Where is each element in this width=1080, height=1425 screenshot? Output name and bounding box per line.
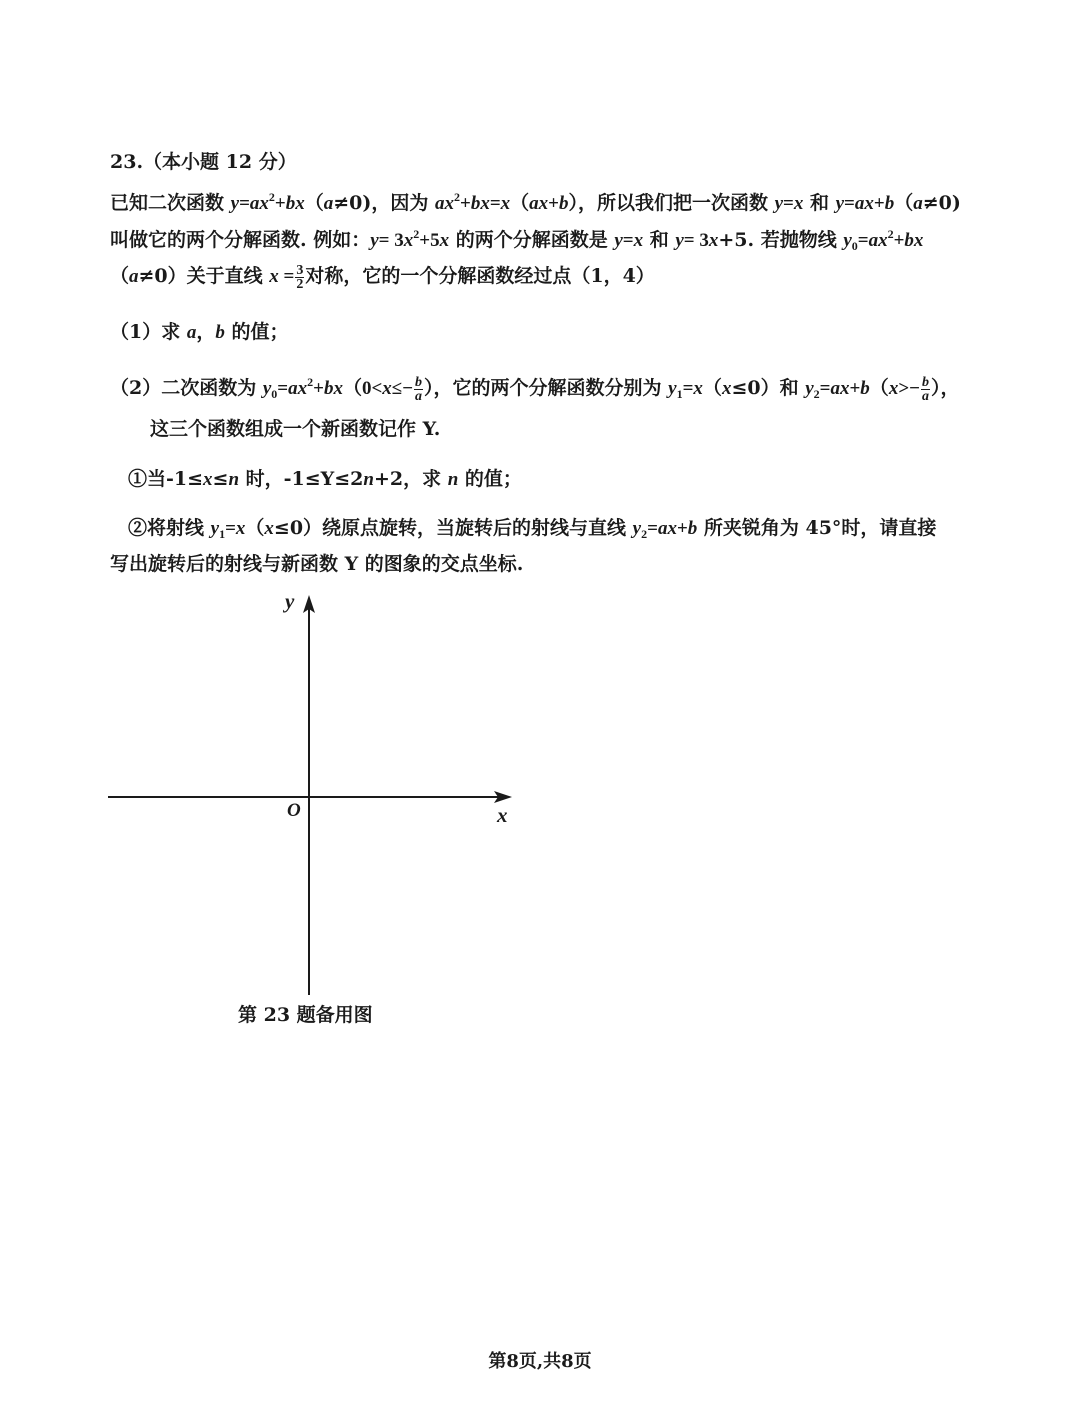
part-1: （1）求 a，b 的值； bbox=[110, 321, 289, 343]
question-intro-line-3: （a≠0）关于直线 x = $\frac{3}{2}$ 对称，它的一个分解函数经过点（1，4） bbox=[110, 262, 655, 292]
fraction-b-over-a: $\frac{b}{a}$ bbox=[415, 374, 423, 404]
sub-question-2-line-1: ②将射线 $y_1=x(x\le 0)$绕原点旋转，当旋转后的射线与直线 $y_2=ax+b$ 所夹锐角为 45°时，请直接 bbox=[128, 517, 937, 541]
question-heading: 23.（本小题 12 分） bbox=[110, 151, 297, 173]
y-axis-label: y bbox=[285, 589, 295, 613]
sub-question-1: ①当-1≤x≤n 时，-1≤Y≤2n+2，求 n 的值； bbox=[128, 468, 522, 490]
part-2-line-1: （2）二次函数为 $y_0=ax^2+bx(0<x\le-$ $\frac{b}{a}$ ），它的两个分解函数分别为 $y_1=x(x\le 0)$和 $y_2=ax+b(x>-$ $\frac{b}{a}$ ）， bbox=[110, 374, 960, 404]
question-intro-line-2: 叫做它的两个分解函数. 例如：$y= 3x^2+5x$ 的两个分解函数是 y=x 和 y= 3x+5. 若抛物线 $y_0=ax^2+bx$ bbox=[110, 227, 924, 253]
question-intro-line-1: 已知二次函数 $y=ax^2+bx(a\ne 0)$，因为 $ax^2+bx=x(ax+b)$，所以我们把一次函数 y=x 和 y=ax+b（a≠0) bbox=[110, 190, 961, 214]
page-footer: 第8页,共8页 bbox=[488, 1351, 592, 1372]
figure-caption: 第 23 题备用图 bbox=[238, 1004, 373, 1026]
fraction-b-over-a-2: $\frac{b}{a}$ bbox=[921, 374, 929, 404]
sub-question-2-line-2: 写出旋转后的射线与新函数 Y 的图象的交点坐标. bbox=[110, 553, 524, 575]
x-axis-label: x bbox=[497, 803, 508, 827]
part-2-line-2: 这三个函数组成一个新函数记作 Y. bbox=[150, 418, 441, 440]
coordinate-axes-figure bbox=[100, 585, 520, 1000]
fraction-three-halves: $\frac{3}{2}$ bbox=[296, 262, 304, 292]
origin-label: O bbox=[287, 800, 301, 821]
